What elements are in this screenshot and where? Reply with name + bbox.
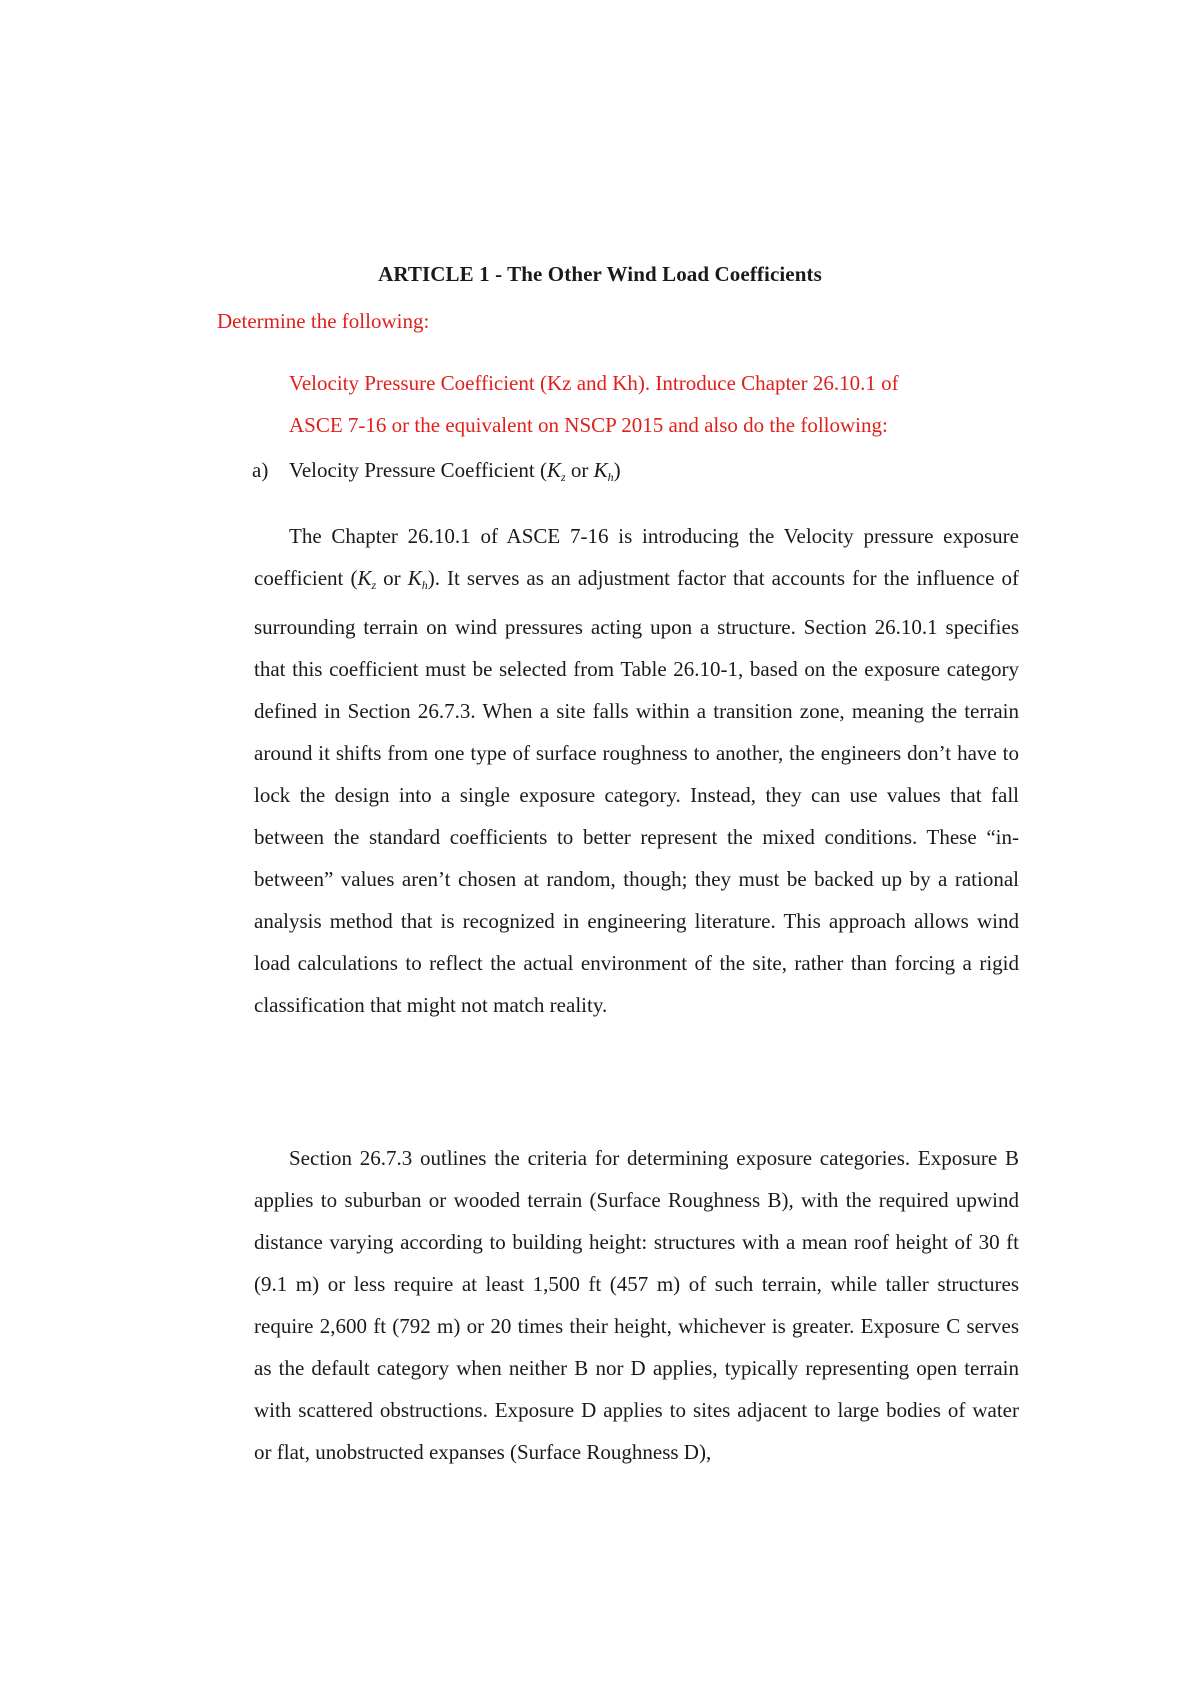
- subitem-connector: or: [565, 458, 594, 482]
- article-title: ARTICLE 1 - The Other Wind Load Coefficients: [378, 262, 822, 286]
- paragraph-1-lead: The Chapter 26.10.1 of ASCE 7-16 is introducing the Velocity pressure exposure coefficient (: [254, 524, 1019, 590]
- instruction-text: Determine the following:: [217, 309, 430, 333]
- kz-symbol: $K_z$: [357, 566, 377, 592]
- subitem-marker: a): [252, 458, 269, 482]
- subitem-text-before: Velocity Pressure Coefficient (: [289, 458, 547, 482]
- paragraph-1: [254, 515, 1019, 1026]
- task-description: [289, 362, 1019, 446]
- kh-symbol: $K_h$: [407, 566, 428, 592]
- paragraph-1-rest: ). It serves as an adjustment factor that accounts for the influence of surrounding terrain on wind pressures acting upon a structure. Section 26.10.1 specifies that this coefficient must be selected from Table 26.10-1, based on the exposure category defined in Section 26.7.3. When a site falls within a transition zone, meaning the terrain around it shifts from one type of surface roughness to another, the engineers don’t have to lock the design into a single exposure category. Instead, they can use values that fall between the standard coefficients to better represent the mixed conditions. These “in-between” values aren’t chosen at random, though; they must be backed up by a rational analysis method that is recognized in engineering literature. This approach allows wind load calculations to reflect the actual environment of the site, rather than forcing a rigid classification that might not match reality.: [254, 566, 1019, 1017]
- task-line-2: ASCE 7-16 or the equivalent on NSCP 2015 and also do the following:: [289, 413, 888, 437]
- subitem-text-after: ): [613, 458, 621, 482]
- paragraph-2: Section 26.7.3 outlines the criteria for determining exposure categories. Exposure B applies to suburban or wooded terrain (Surface Roughness B), with the required upwind distance varying according to building height: structures with a mean roof height of 30 ft (9.1 m) or less require at least 1,500 ft (457 m) of such terrain, while taller structures require 2,600 ft (792 m) or 20 times their height, whichever is greater. Exposure C serves as the default category when neither B nor D applies, typically representing open terrain with scattered obstructions. Exposure D applies to sites adjacent to large bodies of water or flat, unobstructed expanses (Surface Roughness D),: [254, 1146, 1019, 1464]
- paragraph-1-connector: or: [376, 566, 408, 590]
- kz-symbol: $K_z$: [546, 458, 566, 484]
- subitem-a: [252, 449, 621, 498]
- kh-symbol: $K_h$: [593, 458, 614, 484]
- task-line-1: Velocity Pressure Coefficient (Kz and Kh). Introduce Chapter 26.10.1 of: [289, 371, 899, 395]
